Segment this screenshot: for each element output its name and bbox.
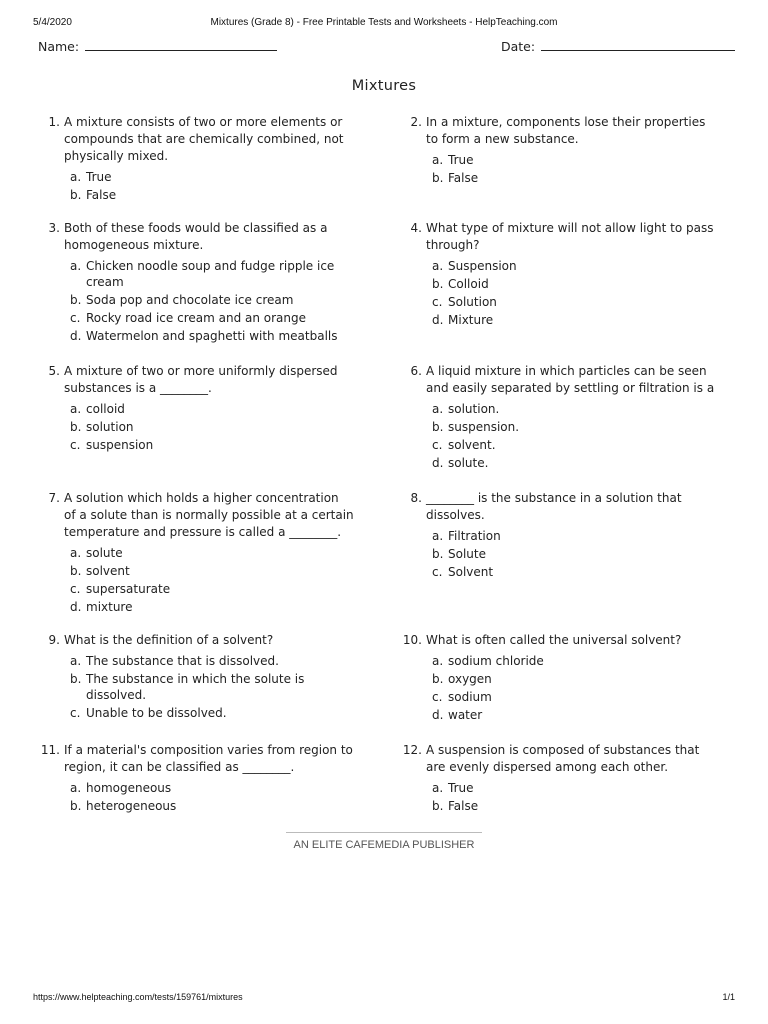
choice-letter: b.: [432, 547, 444, 561]
answer-choices: [70, 401, 354, 453]
choice-letter: c.: [432, 690, 443, 704]
print-page-title: Mixtures (Grade 8) - Free Printable Tests and Worksheets - HelpTeaching.com: [210, 17, 558, 28]
question-text: If a material's composition varies from region to region, it can be classified as ________.: [64, 743, 353, 774]
choice-letter: d.: [432, 313, 444, 327]
question-text: What is the definition of a solvent?: [64, 633, 274, 647]
question-8: [398, 490, 716, 582]
choice-text: solute.: [448, 456, 489, 470]
answer-choice: [432, 546, 716, 562]
choice-text: True: [448, 781, 474, 795]
question-5: [36, 363, 354, 455]
choice-letter: a.: [70, 259, 82, 273]
answer-choices: [432, 258, 716, 328]
question-text: In a mixture, components lose their properties to form a new substance.: [426, 115, 706, 146]
question-4: [398, 220, 716, 330]
answer-choice: [70, 653, 354, 669]
choice-text: solution.: [448, 402, 500, 416]
question-number: 9.: [48, 633, 60, 647]
question-number: 10.: [402, 633, 422, 647]
choice-text: suspension: [86, 438, 154, 452]
question-11: [36, 742, 354, 816]
choice-letter: c.: [432, 438, 443, 452]
answer-choice: [432, 276, 716, 292]
choice-letter: a.: [432, 259, 444, 273]
question-number: 11.: [40, 743, 60, 757]
choice-letter: a.: [432, 781, 444, 795]
question-number: 3.: [48, 221, 60, 235]
choice-text: colloid: [86, 402, 125, 416]
answer-choice: [70, 705, 354, 721]
question-3: [36, 220, 354, 346]
choice-text: homogeneous: [86, 781, 172, 795]
choice-text: False: [86, 188, 117, 202]
choice-letter: c.: [70, 582, 81, 596]
choice-text: Rocky road ice cream and an orange: [86, 311, 307, 325]
answer-choice: [432, 455, 716, 471]
question-number: 2.: [410, 115, 422, 129]
choice-text: The substance that is dissolved.: [86, 654, 279, 668]
choice-letter: b.: [70, 799, 82, 813]
page-count: 1/1: [722, 992, 735, 1002]
question-number: 5.: [48, 364, 60, 378]
choice-text: water: [448, 708, 483, 722]
choice-letter: d.: [432, 708, 444, 722]
print-header: [33, 17, 735, 31]
choice-text: heterogeneous: [86, 799, 177, 813]
choice-letter: c.: [70, 311, 81, 325]
choice-letter: d.: [70, 600, 82, 614]
question-1: [36, 114, 354, 205]
choice-letter: a.: [70, 654, 82, 668]
question-7: [36, 490, 354, 617]
answer-choice: [70, 169, 354, 185]
answer-choice: [432, 671, 716, 687]
choice-letter: b.: [432, 171, 444, 185]
answer-choice: [70, 292, 354, 308]
choice-text: Mixture: [448, 313, 494, 327]
choice-text: Watermelon and spaghetti with meatballs: [86, 329, 338, 343]
choice-letter: a.: [70, 402, 82, 416]
answer-choice: [432, 258, 716, 274]
choice-letter: c.: [432, 295, 443, 309]
answer-choice: [70, 187, 354, 203]
question-text: A liquid mixture in which particles can be seen and easily separated by settling or filtration is a: [426, 364, 715, 395]
choice-text: The substance in which the solute is dissolved.: [86, 672, 305, 702]
choice-text: Chicken noodle soup and fudge ripple ice cream: [86, 259, 335, 289]
question-9: [36, 632, 354, 723]
choice-text: supersaturate: [86, 582, 171, 596]
answer-choice: [70, 545, 354, 561]
choice-letter: d.: [70, 329, 82, 343]
choice-letter: b.: [432, 277, 444, 291]
answer-choices: [432, 152, 716, 186]
date-field: [501, 38, 735, 54]
question-number: 7.: [48, 491, 60, 505]
answer-choice: [432, 419, 716, 435]
question-10: [398, 632, 716, 725]
choice-letter: a.: [432, 402, 444, 416]
answer-choice: [70, 328, 354, 344]
name-label: Name:: [38, 39, 80, 54]
choice-text: True: [448, 153, 474, 167]
choice-letter: b.: [70, 672, 82, 686]
print-date: 5/4/2020: [33, 17, 72, 28]
answer-choice: [432, 437, 716, 453]
choice-text: solvent: [86, 564, 130, 578]
answer-choices: [432, 401, 716, 471]
question-number: 8.: [410, 491, 422, 505]
answer-choices: [432, 780, 716, 814]
answer-choice: [432, 798, 716, 814]
choice-text: Solution: [448, 295, 497, 309]
choice-text: Filtration: [448, 529, 501, 543]
answer-choices: [70, 545, 354, 615]
question-6: [398, 363, 716, 473]
answer-choices: [70, 780, 354, 814]
choice-text: solution: [86, 420, 134, 434]
question-number: 6.: [410, 364, 422, 378]
print-footer: [33, 992, 735, 1006]
choice-text: Colloid: [448, 277, 489, 291]
name-blank-line: [85, 38, 277, 51]
question-2: [398, 114, 716, 188]
choice-text: Solvent: [448, 565, 494, 579]
question-12: [398, 742, 716, 816]
date-label: Date:: [501, 39, 536, 54]
choice-letter: b.: [70, 420, 82, 434]
answer-choice: [70, 780, 354, 796]
question-text: Both of these foods would be classified as a homogeneous mixture.: [64, 221, 328, 252]
publisher-credit: AN ELITE CAFEMEDIA PUBLISHER: [286, 832, 482, 851]
question-text: A mixture of two or more uniformly dispersed substances is a ________.: [64, 364, 338, 395]
choice-text: Unable to be dissolved.: [86, 706, 227, 720]
answer-choice: [432, 294, 716, 310]
name-field: [38, 38, 277, 54]
answer-choice: [70, 401, 354, 417]
choice-text: mixture: [86, 600, 133, 614]
answer-choice: [432, 564, 716, 580]
choice-letter: b.: [70, 293, 82, 307]
choice-letter: b.: [432, 672, 444, 686]
answer-choice: [432, 707, 716, 723]
choice-text: Suspension: [448, 259, 517, 273]
answer-choice: [432, 312, 716, 328]
answer-choice: [70, 258, 354, 290]
question-number: 4.: [410, 221, 422, 235]
choice-text: Soda pop and chocolate ice cream: [86, 293, 294, 307]
answer-choice: [70, 581, 354, 597]
choice-letter: a.: [70, 170, 82, 184]
question-text: A suspension is composed of substances that are evenly dispersed among each other.: [426, 743, 700, 774]
choice-letter: c.: [70, 438, 81, 452]
choice-text: sodium chloride: [448, 654, 544, 668]
choice-letter: d.: [432, 456, 444, 470]
question-text: ________ is the substance in a solution that dissolves.: [426, 491, 682, 522]
answer-choice: [70, 310, 354, 326]
choice-text: oxygen: [448, 672, 492, 686]
choice-letter: b.: [432, 420, 444, 434]
choice-letter: a.: [70, 546, 82, 560]
answer-choices: [70, 258, 354, 344]
choice-text: suspension.: [448, 420, 520, 434]
question-number: 1.: [48, 115, 60, 129]
answer-choices: [432, 528, 716, 580]
choice-text: True: [86, 170, 112, 184]
choice-text: solvent.: [448, 438, 496, 452]
choice-letter: a.: [432, 654, 444, 668]
choice-letter: b.: [432, 799, 444, 813]
choice-text: Solute: [448, 547, 486, 561]
answer-choice: [70, 419, 354, 435]
choice-letter: a.: [432, 529, 444, 543]
answer-choices: [70, 653, 354, 721]
choice-letter: c.: [432, 565, 443, 579]
worksheet-title: Mixtures: [351, 78, 417, 94]
choice-letter: a.: [70, 781, 82, 795]
date-blank-line: [541, 38, 735, 51]
choice-text: solute: [86, 546, 123, 560]
answer-choice: [432, 528, 716, 544]
answer-choice: [432, 152, 716, 168]
question-text: A solution which holds a higher concentration of a solute than is normally possible at a certain temperature and pressure is called a ________.: [64, 491, 354, 539]
choice-letter: c.: [70, 706, 81, 720]
question-text: What type of mixture will not allow light to pass through?: [426, 221, 714, 252]
answer-choice: [70, 671, 354, 703]
print-url: https://www.helpteaching.com/tests/159761/mixtures: [33, 992, 243, 1002]
answer-choices: [70, 169, 354, 203]
choice-letter: b.: [70, 188, 82, 202]
choice-text: False: [448, 171, 479, 185]
answer-choice: [432, 689, 716, 705]
question-text: What is often called the universal solvent?: [426, 633, 682, 647]
answer-choice: [432, 170, 716, 186]
choice-letter: b.: [70, 564, 82, 578]
answer-choices: [432, 653, 716, 723]
answer-choice: [432, 653, 716, 669]
answer-choice: [70, 563, 354, 579]
choice-text: False: [448, 799, 479, 813]
choice-letter: a.: [432, 153, 444, 167]
answer-choice: [70, 599, 354, 615]
question-text: A mixture consists of two or more elements or compounds that are chemically combined, not physically mixed.: [64, 115, 344, 163]
answer-choice: [70, 798, 354, 814]
answer-choice: [432, 780, 716, 796]
question-number: 12.: [402, 743, 422, 757]
answer-choice: [432, 401, 716, 417]
answer-choice: [70, 437, 354, 453]
choice-text: sodium: [448, 690, 492, 704]
